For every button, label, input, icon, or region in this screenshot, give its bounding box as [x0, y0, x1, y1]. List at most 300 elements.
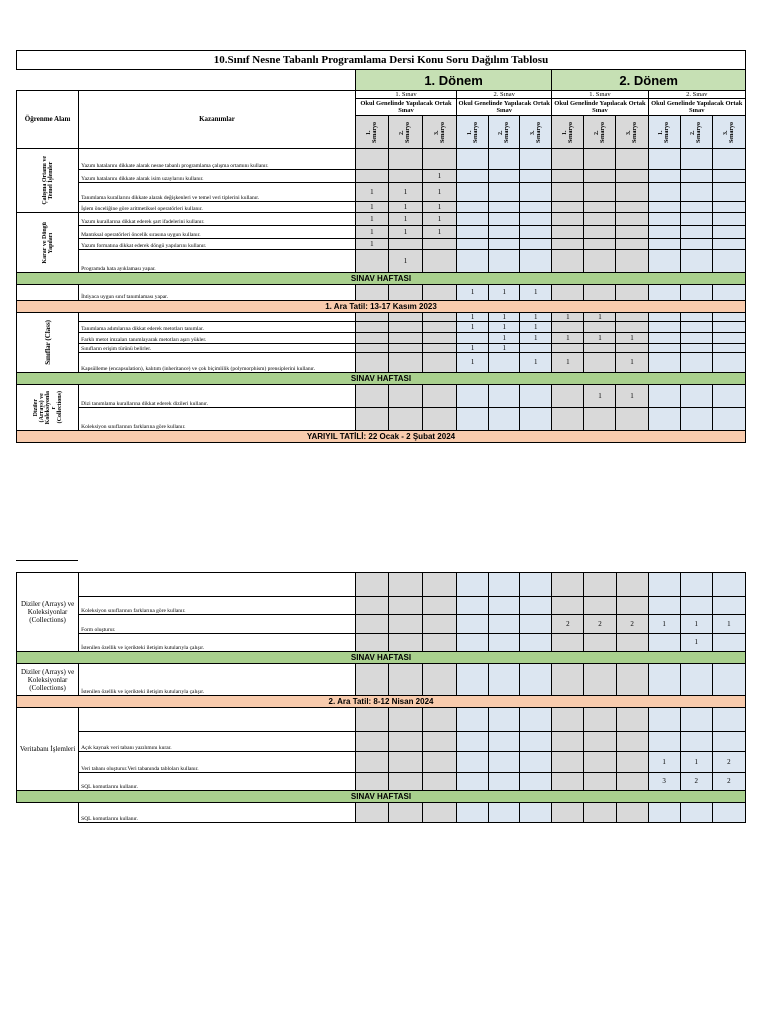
value-cell [355, 353, 388, 373]
table-row [17, 732, 746, 752]
value-cell [520, 213, 552, 226]
value-cell [457, 250, 489, 273]
value-cell [552, 634, 584, 652]
value-cell [388, 285, 422, 301]
value-cell [552, 664, 584, 696]
value-cell [423, 708, 457, 732]
value-cell [520, 183, 552, 202]
value-cell [520, 634, 552, 652]
band-row [17, 301, 746, 313]
blank-corner [17, 70, 356, 91]
value-cell [388, 170, 422, 183]
value-cell [520, 149, 552, 170]
spreadsheet [16, 50, 746, 823]
table-row [17, 226, 746, 239]
table-row [17, 353, 746, 373]
value-cell [423, 573, 457, 597]
value-cell [423, 353, 457, 373]
sinav-1-d1: 1. Sınav [355, 91, 456, 99]
value-cell [457, 149, 489, 170]
value-cell [457, 597, 489, 615]
value-cell [680, 385, 712, 408]
value-cell [489, 708, 520, 732]
value-cell [616, 313, 648, 322]
value-cell [388, 708, 422, 732]
value-cell [648, 634, 680, 652]
value-cell [616, 183, 648, 202]
value-cell [552, 385, 584, 408]
value-cell [423, 773, 457, 791]
value-cell [680, 597, 712, 615]
value-cell [489, 803, 520, 823]
value-cell [388, 149, 422, 170]
value-cell [552, 226, 584, 239]
value-cell [457, 634, 489, 652]
kazanim-cell: İstenilen özellik ve içerikteki iletişim kutularıyla çalışır. [79, 664, 356, 696]
value-cell [423, 664, 457, 696]
value-cell [584, 149, 616, 170]
value-cell [489, 213, 520, 226]
table-row [17, 708, 746, 732]
value-cell [457, 615, 489, 634]
value-cell [648, 597, 680, 615]
value-cell [520, 573, 552, 597]
value-cell [520, 202, 552, 213]
senaryo-label: 3. Senaryo [626, 121, 639, 143]
value-cell: 1 [457, 353, 489, 373]
value-cell [423, 634, 457, 652]
value-cell [680, 344, 712, 353]
table-row [17, 313, 746, 322]
value-cell: 1 [423, 183, 457, 202]
table-row [17, 213, 746, 226]
value-cell: 1 [520, 353, 552, 373]
table-row [17, 385, 746, 408]
table-row [17, 344, 746, 353]
senaryo-header-11 [680, 116, 712, 149]
value-cell [457, 573, 489, 597]
value-cell: 2 [552, 615, 584, 634]
value-cell [648, 226, 680, 239]
value-cell: 1 [355, 213, 388, 226]
senaryo-header-9 [616, 116, 648, 149]
value-cell [489, 353, 520, 373]
value-cell: 2 [680, 773, 712, 791]
value-cell [520, 250, 552, 273]
value-cell [712, 170, 745, 183]
value-cell [712, 313, 745, 322]
value-cell [355, 333, 388, 344]
value-cell: 1 [388, 213, 422, 226]
value-cell: 1 [648, 752, 680, 773]
value-cell [388, 239, 422, 250]
value-cell [712, 322, 745, 333]
donem-2-header: 2. Dönem [552, 70, 746, 91]
value-cell [712, 250, 745, 273]
value-cell [712, 149, 745, 170]
value-cell [616, 597, 648, 615]
value-cell [423, 333, 457, 344]
sinav-1-d2: 1. Sınav [552, 91, 648, 99]
value-cell [616, 573, 648, 597]
value-cell [388, 313, 422, 322]
value-cell [457, 333, 489, 344]
value-cell [388, 322, 422, 333]
value-cell [648, 285, 680, 301]
value-cell [616, 344, 648, 353]
ogrenme-alani-cell [17, 213, 79, 273]
value-cell: 1 [423, 170, 457, 183]
value-cell [680, 573, 712, 597]
value-cell [388, 333, 422, 344]
value-cell [552, 239, 584, 250]
table-row [17, 333, 746, 344]
value-cell [388, 344, 422, 353]
value-cell: 1 [520, 322, 552, 333]
value-cell [584, 732, 616, 752]
value-cell [355, 773, 388, 791]
value-cell [457, 170, 489, 183]
value-cell [680, 322, 712, 333]
value-cell [520, 773, 552, 791]
value-cell: 1 [584, 385, 616, 408]
value-cell: 3 [648, 773, 680, 791]
value-cell [616, 773, 648, 791]
value-cell [712, 239, 745, 250]
value-cell [489, 732, 520, 752]
senaryo-label: 1. Senaryo [561, 121, 574, 143]
value-cell [584, 226, 616, 239]
value-cell [457, 752, 489, 773]
value-cell [584, 634, 616, 652]
value-cell [680, 664, 712, 696]
sinav-2-d1: 2. Sınav [457, 91, 552, 99]
value-cell [489, 226, 520, 239]
value-cell [423, 752, 457, 773]
band-sinav-haftasi: SINAV HAFTASI [17, 791, 746, 803]
value-cell [584, 708, 616, 732]
table-row [17, 803, 746, 823]
value-cell [457, 773, 489, 791]
band-row [17, 696, 746, 708]
value-cell [355, 170, 388, 183]
value-cell [355, 634, 388, 652]
value-cell: 1 [489, 333, 520, 344]
ortak-sinav-2: Okul Genelinde Yapılacak Ortak Sınav [458, 100, 550, 114]
value-cell [680, 313, 712, 322]
value-cell [680, 408, 712, 431]
value-cell [355, 285, 388, 301]
value-cell [616, 170, 648, 183]
kazanim-cell: Sınıfların erişim türünü belirler. [79, 344, 356, 353]
value-cell [680, 183, 712, 202]
value-cell [457, 202, 489, 213]
value-cell [423, 285, 457, 301]
kazanim-cell: SQL komutlarını kullanır. [79, 773, 356, 791]
value-cell: 1 [457, 313, 489, 322]
value-cell [648, 333, 680, 344]
band-sinav-haftasi: SINAV HAFTASI [17, 273, 746, 285]
value-cell: 1 [457, 322, 489, 333]
value-cell [712, 408, 745, 431]
value-cell: 2 [616, 615, 648, 634]
band-ara-tatil2: 2. Ara Tatil: 8-12 Nisan 2024 [17, 696, 746, 708]
value-cell [388, 353, 422, 373]
senaryo-header-12 [712, 116, 745, 149]
value-cell [712, 213, 745, 226]
ogrenme-alani-cell [17, 285, 79, 301]
band-row [17, 373, 746, 385]
value-cell [552, 344, 584, 353]
value-cell [552, 708, 584, 732]
value-cell [355, 250, 388, 273]
value-cell [520, 732, 552, 752]
kazanim-cell [79, 708, 356, 732]
senaryo-header-3 [423, 116, 457, 149]
value-cell [388, 573, 422, 597]
value-cell [616, 239, 648, 250]
value-cell [648, 170, 680, 183]
band-row [17, 273, 746, 285]
value-cell [648, 213, 680, 226]
value-cell [648, 732, 680, 752]
value-cell [584, 353, 616, 373]
value-cell [457, 239, 489, 250]
value-cell [457, 664, 489, 696]
value-cell [584, 664, 616, 696]
value-cell [648, 573, 680, 597]
value-cell [355, 344, 388, 353]
kazanim-cell: Yazım formatına dikkat ederek döngü yapılarını kullanır. [79, 239, 356, 250]
table-row [17, 322, 746, 333]
value-cell [457, 183, 489, 202]
value-cell: 1 [457, 344, 489, 353]
senaryo-label: 2. Senaryo [593, 121, 606, 143]
value-cell [552, 732, 584, 752]
value-cell [520, 615, 552, 634]
value-cell [552, 149, 584, 170]
value-cell: 1 [680, 752, 712, 773]
value-cell [457, 708, 489, 732]
area-label: Sınıflar (Class) [43, 320, 52, 365]
value-cell: 1 [616, 353, 648, 373]
value-cell [552, 773, 584, 791]
value-cell [423, 385, 457, 408]
value-cell: 1 [489, 285, 520, 301]
value-cell [584, 752, 616, 773]
senaryo-header-10 [648, 116, 680, 149]
value-cell [423, 149, 457, 170]
senaryo-header-5 [489, 116, 520, 149]
value-cell [355, 149, 388, 170]
senaryo-header-1 [355, 116, 388, 149]
value-cell: 1 [520, 285, 552, 301]
value-cell: 1 [423, 226, 457, 239]
value-cell [712, 385, 745, 408]
kazanim-cell: Koleksiyon sınıflarının farklarına göre kullanır. [79, 597, 356, 615]
value-cell [355, 322, 388, 333]
kazanim-cell: Yazım hatalarını dikkate alarak nesne tabanlı programlama çalışma ortamını kullanır. [79, 149, 356, 170]
ogrenme-alani-cell [17, 803, 79, 823]
band-row [17, 791, 746, 803]
value-cell [489, 239, 520, 250]
value-cell [552, 597, 584, 615]
distribution-table-top [16, 50, 746, 443]
value-cell [388, 803, 422, 823]
value-cell [584, 322, 616, 333]
area-label: Diziler (Arrays) ve Koleksiyonla r (Collections) [32, 390, 63, 425]
value-cell [584, 250, 616, 273]
value-cell [520, 803, 552, 823]
area-label: Çalışma Ortamı ve Temel İşlemler [41, 156, 54, 205]
value-cell [648, 408, 680, 431]
value-cell [648, 322, 680, 333]
kazanim-cell: Mantıksal operatörleri öncelik sırasına uygun kullanır. [79, 226, 356, 239]
value-cell [388, 773, 422, 791]
kazanim-cell [79, 573, 356, 597]
value-cell [712, 708, 745, 732]
value-cell [355, 664, 388, 696]
value-cell [489, 597, 520, 615]
value-cell [648, 183, 680, 202]
value-cell [423, 803, 457, 823]
value-cell [552, 408, 584, 431]
value-cell [520, 344, 552, 353]
value-cell: 1 [552, 333, 584, 344]
value-cell [584, 285, 616, 301]
value-cell [520, 226, 552, 239]
kazanim-cell: Tanımlama adımlarına dikkat ederek metotları tanımlar. [79, 322, 356, 333]
value-cell [712, 333, 745, 344]
value-cell [584, 202, 616, 213]
value-cell [584, 183, 616, 202]
value-cell [680, 732, 712, 752]
value-cell [388, 732, 422, 752]
value-cell [584, 344, 616, 353]
value-cell [616, 226, 648, 239]
ogrenme-alani-header: Öğrenme Alanı [17, 91, 79, 149]
value-cell [680, 170, 712, 183]
value-cell [489, 170, 520, 183]
value-cell [712, 664, 745, 696]
value-cell [489, 634, 520, 652]
value-cell [712, 285, 745, 301]
value-cell [457, 213, 489, 226]
value-cell [489, 149, 520, 170]
senaryo-header-4 [457, 116, 489, 149]
value-cell [388, 752, 422, 773]
value-cell [616, 250, 648, 273]
kazanim-cell: İhtiyaca uygun sınıf tanımlaması yapar. [79, 285, 356, 301]
table-row [17, 573, 746, 597]
value-cell: 2 [584, 615, 616, 634]
value-cell [616, 732, 648, 752]
value-cell: 1 [457, 285, 489, 301]
table-row [17, 170, 746, 183]
ogrenme-alani-cell: Veritabanı İşlemleri [17, 708, 79, 791]
value-cell [355, 597, 388, 615]
value-cell [648, 149, 680, 170]
value-cell [489, 573, 520, 597]
ogrenme-alani-cell: Diziler (Arrays) ve Koleksiyonlar (Collections) [17, 573, 79, 652]
value-cell [584, 213, 616, 226]
senaryo-label: 1. Senaryo [466, 121, 479, 143]
value-cell [552, 250, 584, 273]
value-cell [520, 170, 552, 183]
value-cell [648, 353, 680, 373]
value-cell [552, 803, 584, 823]
value-cell: 1 [489, 322, 520, 333]
distribution-table-bottom [16, 572, 746, 823]
value-cell [680, 226, 712, 239]
value-cell [388, 615, 422, 634]
value-cell [648, 708, 680, 732]
value-cell [616, 322, 648, 333]
ogrenme-alani-cell [17, 313, 79, 373]
value-cell [680, 250, 712, 273]
value-cell [520, 408, 552, 431]
value-cell [680, 149, 712, 170]
value-cell: 1 [616, 333, 648, 344]
kazanim-cell: Yazım kurallarına dikkat ederek şart ifadelerini kullanır. [79, 213, 356, 226]
value-cell: 1 [355, 202, 388, 213]
kazanimlar-header: Kazanımlar [79, 91, 356, 149]
band-ara-tatil1: 1. Ara Tatil: 13-17 Kasım 2023 [17, 301, 746, 313]
kazanim-cell [79, 313, 356, 322]
value-cell [680, 285, 712, 301]
senaryo-label: 1. Senaryo [365, 121, 378, 143]
senaryo-header-8 [584, 116, 616, 149]
kazanim-cell: Veri tabanı oluşturur.Veri tabanında tabloları kullanır. [79, 752, 356, 773]
value-cell [355, 573, 388, 597]
value-cell [355, 732, 388, 752]
value-cell [712, 226, 745, 239]
kazanim-cell: Form oluşturur. [79, 615, 356, 634]
value-cell [712, 353, 745, 373]
value-cell: 1 [355, 239, 388, 250]
value-cell [616, 803, 648, 823]
value-cell [712, 634, 745, 652]
value-cell [355, 803, 388, 823]
kazanim-cell: İşlem önceliğine göre aritmetiksel operatörleri kullanır. [79, 202, 356, 213]
table-row [17, 408, 746, 431]
value-cell: 1 [616, 385, 648, 408]
ortak-sinav-4: Okul Genelinde Yapılacak Ortak Sınav [648, 99, 745, 116]
value-cell: 1 [388, 250, 422, 273]
value-cell [616, 708, 648, 732]
senaryo-label: 3. Senaryo [433, 121, 446, 143]
value-cell [423, 408, 457, 431]
senaryo-label: 1. Senaryo [658, 121, 671, 143]
value-cell: 2 [712, 773, 745, 791]
table-row [17, 250, 746, 273]
value-cell [584, 803, 616, 823]
table-row [17, 149, 746, 170]
value-cell [712, 202, 745, 213]
value-cell [680, 213, 712, 226]
value-cell [584, 597, 616, 615]
value-cell [355, 313, 388, 322]
value-cell [355, 615, 388, 634]
value-cell [584, 573, 616, 597]
senaryo-header-6 [520, 116, 552, 149]
value-cell [680, 353, 712, 373]
value-cell [648, 202, 680, 213]
value-cell [388, 664, 422, 696]
table-row [17, 597, 746, 615]
value-cell [423, 597, 457, 615]
value-cell [616, 285, 648, 301]
